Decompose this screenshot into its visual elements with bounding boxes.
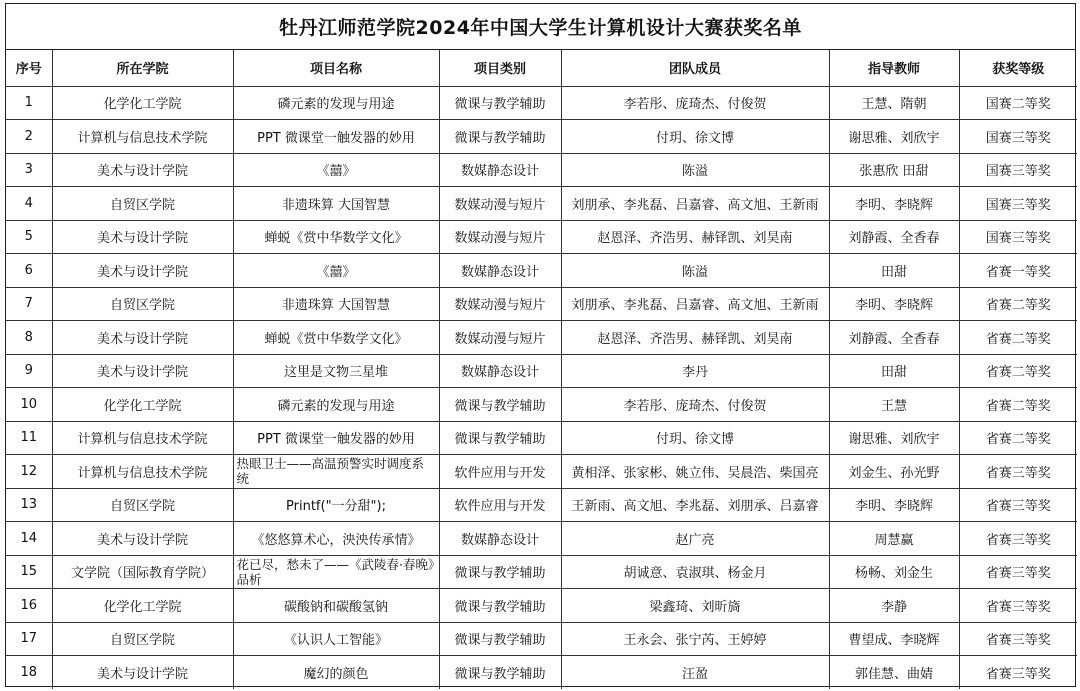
cell-project: PPT 微课堂一触发器的妙用 xyxy=(233,120,439,154)
cell-school: 美术与设计学院 xyxy=(52,220,233,254)
cell-school: 自贸区学院 xyxy=(52,287,233,321)
cell-advisor: 刘金生、孙光野 xyxy=(829,455,959,489)
cell-advisor: 李明、李晓辉 xyxy=(829,187,959,221)
cell-award: 省赛二等奖 xyxy=(959,388,1077,422)
award-list-sheet xyxy=(5,3,1076,687)
cell-advisor: 张惠欣 田甜 xyxy=(829,153,959,187)
cell-project: 花已尽，愁未了——《武陵春·春晚》品析 xyxy=(233,555,439,589)
table-row xyxy=(6,120,1077,154)
cell-school: 美术与设计学院 xyxy=(52,656,233,690)
cell-index: 18 xyxy=(6,656,52,690)
cell-school: 计算机与信息技术学院 xyxy=(52,421,233,455)
cell-category: 数媒动漫与短片 xyxy=(439,287,561,321)
cell-award: 省赛二等奖 xyxy=(959,287,1077,321)
cell-project: 磷元素的发现与用途 xyxy=(233,388,439,422)
cell-members: 陈溢 xyxy=(561,254,829,288)
cell-members: 胡诚意、袁淑琪、杨金月 xyxy=(561,555,829,589)
cell-advisor: 刘静霞、全香春 xyxy=(829,321,959,355)
cell-school: 化学化工学院 xyxy=(52,388,233,422)
cell-school: 美术与设计学院 xyxy=(52,254,233,288)
cell-index: 6 xyxy=(6,254,52,288)
cell-award: 省赛三等奖 xyxy=(959,622,1077,656)
cell-members: 赵广亮 xyxy=(561,522,829,556)
cell-project: 磷元素的发现与用途 xyxy=(233,86,439,120)
cell-index: 9 xyxy=(6,354,52,388)
cell-project: Printf("一分甜"); xyxy=(233,488,439,522)
cell-category: 软件应用与开发 xyxy=(439,455,561,489)
cell-members: 刘朋承、李兆磊、吕嘉睿、高文旭、王新雨 xyxy=(561,287,829,321)
cell-index: 5 xyxy=(6,220,52,254)
table-row xyxy=(6,522,1077,556)
cell-index: 16 xyxy=(6,589,52,623)
document-title: 牡丹江师范学院2024年中国大学生计算机设计大赛获奖名单 xyxy=(6,4,1075,50)
cell-school: 美术与设计学院 xyxy=(52,522,233,556)
cell-award: 省赛三等奖 xyxy=(959,555,1077,589)
header-row xyxy=(6,50,1077,86)
cell-members: 王新雨、高文旭、李兆磊、刘朋承、吕嘉睿 xyxy=(561,488,829,522)
table-row xyxy=(6,388,1077,422)
cell-advisor: 谢思雅、刘欣宇 xyxy=(829,421,959,455)
cell-index: 12 xyxy=(6,455,52,489)
cell-index: 2 xyxy=(6,120,52,154)
table-row xyxy=(6,622,1077,656)
cell-award: 省赛三等奖 xyxy=(959,488,1077,522)
cell-index: 4 xyxy=(6,187,52,221)
cell-school: 文学院（国际教育学院） xyxy=(52,555,233,589)
cell-category: 微课与教学辅助 xyxy=(439,86,561,120)
cell-advisor: 周慧赢 xyxy=(829,522,959,556)
table-row xyxy=(6,187,1077,221)
table-row xyxy=(6,354,1077,388)
cell-project: 蝉蜕《赏中华数学文化》 xyxy=(233,220,439,254)
table-row xyxy=(6,488,1077,522)
cell-award: 省赛三等奖 xyxy=(959,522,1077,556)
cell-award: 国赛三等奖 xyxy=(959,187,1077,221)
header-category: 项目类别 xyxy=(439,50,561,86)
header-award: 获奖等级 xyxy=(959,50,1077,86)
cell-members: 梁鑫琦、刘昕旖 xyxy=(561,589,829,623)
table-body xyxy=(6,86,1077,689)
cell-school: 美术与设计学院 xyxy=(52,321,233,355)
cell-members: 李若彤、庞琦杰、付俊贺 xyxy=(561,388,829,422)
cell-category: 微课与教学辅助 xyxy=(439,656,561,690)
cell-members: 刘朋承、李兆磊、吕嘉睿、高文旭、王新雨 xyxy=(561,187,829,221)
cell-index: 15 xyxy=(6,555,52,589)
cell-category: 数媒动漫与短片 xyxy=(439,187,561,221)
cell-category: 数媒动漫与短片 xyxy=(439,220,561,254)
cell-members: 李若彤、庞琦杰、付俊贺 xyxy=(561,86,829,120)
table-row xyxy=(6,455,1077,489)
cell-award: 国赛三等奖 xyxy=(959,220,1077,254)
cell-category: 微课与教学辅助 xyxy=(439,421,561,455)
cell-members: 汪盈 xyxy=(561,656,829,690)
cell-advisor: 李明、李晓辉 xyxy=(829,287,959,321)
cell-index: 8 xyxy=(6,321,52,355)
table-row xyxy=(6,555,1077,589)
cell-category: 数媒静态设计 xyxy=(439,354,561,388)
cell-index: 3 xyxy=(6,153,52,187)
cell-advisor: 李静 xyxy=(829,589,959,623)
cell-advisor: 田甜 xyxy=(829,354,959,388)
cell-advisor: 王慧、隋朝 xyxy=(829,86,959,120)
cell-index: 1 xyxy=(6,86,52,120)
cell-category: 微课与教学辅助 xyxy=(439,589,561,623)
cell-school: 计算机与信息技术学院 xyxy=(52,455,233,489)
cell-members: 付玥、徐文博 xyxy=(561,120,829,154)
cell-members: 王永会、张宁芮、王婷婷 xyxy=(561,622,829,656)
cell-index: 14 xyxy=(6,522,52,556)
cell-category: 微课与教学辅助 xyxy=(439,388,561,422)
table-row xyxy=(6,321,1077,355)
cell-advisor: 刘静霞、全香春 xyxy=(829,220,959,254)
cell-members: 黄相泽、张家彬、姚立伟、吴晨浩、柴国亮 xyxy=(561,455,829,489)
cell-members: 李丹 xyxy=(561,354,829,388)
table-row xyxy=(6,153,1077,187)
cell-award: 省赛一等奖 xyxy=(959,254,1077,288)
cell-advisor: 王慧 xyxy=(829,388,959,422)
table-row xyxy=(6,287,1077,321)
cell-project: 魔幻的颜色 xyxy=(233,656,439,690)
cell-school: 自贸区学院 xyxy=(52,622,233,656)
cell-award: 省赛三等奖 xyxy=(959,589,1077,623)
cell-project: 非遗珠算 大国智慧 xyxy=(233,187,439,221)
cell-index: 11 xyxy=(6,421,52,455)
cell-award: 国赛三等奖 xyxy=(959,153,1077,187)
cell-project: 蝉蜕《赏中华数学文化》 xyxy=(233,321,439,355)
cell-school: 化学化工学院 xyxy=(52,589,233,623)
cell-project: 这里是文物三星堆 xyxy=(233,354,439,388)
cell-project: 《囍》 xyxy=(233,153,439,187)
table-row xyxy=(6,86,1077,120)
cell-category: 数媒动漫与短片 xyxy=(439,321,561,355)
cell-school: 美术与设计学院 xyxy=(52,153,233,187)
table-row xyxy=(6,254,1077,288)
cell-award: 省赛二等奖 xyxy=(959,354,1077,388)
cell-school: 计算机与信息技术学院 xyxy=(52,120,233,154)
cell-members: 赵恩泽、齐浩男、赫铎凯、刘昊南 xyxy=(561,321,829,355)
cell-project: 碳酸钠和碳酸氢钠 xyxy=(233,589,439,623)
cell-award: 省赛三等奖 xyxy=(959,656,1077,690)
cell-award: 国赛三等奖 xyxy=(959,120,1077,154)
table-row xyxy=(6,220,1077,254)
table-row xyxy=(6,421,1077,455)
cell-members: 陈溢 xyxy=(561,153,829,187)
cell-advisor: 曹望成、李晓辉 xyxy=(829,622,959,656)
award-table xyxy=(6,50,1077,689)
cell-school: 化学化工学院 xyxy=(52,86,233,120)
header-members: 团队成员 xyxy=(561,50,829,86)
table-row xyxy=(6,656,1077,690)
header-project: 项目名称 xyxy=(233,50,439,86)
cell-category: 微课与教学辅助 xyxy=(439,555,561,589)
table-row xyxy=(6,589,1077,623)
cell-category: 微课与教学辅助 xyxy=(439,120,561,154)
cell-advisor: 田甜 xyxy=(829,254,959,288)
header-index: 序号 xyxy=(6,50,52,86)
cell-advisor: 杨畅、刘金生 xyxy=(829,555,959,589)
cell-members: 赵恩泽、齐浩男、赫铎凯、刘昊南 xyxy=(561,220,829,254)
header-advisor: 指导教师 xyxy=(829,50,959,86)
cell-index: 10 xyxy=(6,388,52,422)
cell-index: 17 xyxy=(6,622,52,656)
cell-school: 自贸区学院 xyxy=(52,488,233,522)
cell-category: 数媒静态设计 xyxy=(439,254,561,288)
cell-award: 省赛三等奖 xyxy=(959,455,1077,489)
cell-award: 省赛二等奖 xyxy=(959,321,1077,355)
cell-project: 热眼卫士——高温预警实时调度系统 xyxy=(233,455,439,489)
cell-members: 付玥、徐文博 xyxy=(561,421,829,455)
cell-award: 省赛二等奖 xyxy=(959,421,1077,455)
cell-project: 《悠悠算术心，泱泱传承情》 xyxy=(233,522,439,556)
cell-category: 微课与教学辅助 xyxy=(439,622,561,656)
cell-category: 数媒静态设计 xyxy=(439,522,561,556)
cell-project: PPT 微课堂一触发器的妙用 xyxy=(233,421,439,455)
cell-school: 自贸区学院 xyxy=(52,187,233,221)
cell-project: 《认识人工智能》 xyxy=(233,622,439,656)
cell-school: 美术与设计学院 xyxy=(52,354,233,388)
cell-category: 软件应用与开发 xyxy=(439,488,561,522)
cell-advisor: 谢思雅、刘欣宇 xyxy=(829,120,959,154)
cell-category: 数媒静态设计 xyxy=(439,153,561,187)
cell-award: 国赛二等奖 xyxy=(959,86,1077,120)
header-school: 所在学院 xyxy=(52,50,233,86)
cell-index: 13 xyxy=(6,488,52,522)
cell-project: 非遗珠算 大国智慧 xyxy=(233,287,439,321)
cell-index: 7 xyxy=(6,287,52,321)
cell-project: 《囍》 xyxy=(233,254,439,288)
cell-advisor: 李明、李晓辉 xyxy=(829,488,959,522)
cell-advisor: 郭佳慧、曲婧 xyxy=(829,656,959,690)
